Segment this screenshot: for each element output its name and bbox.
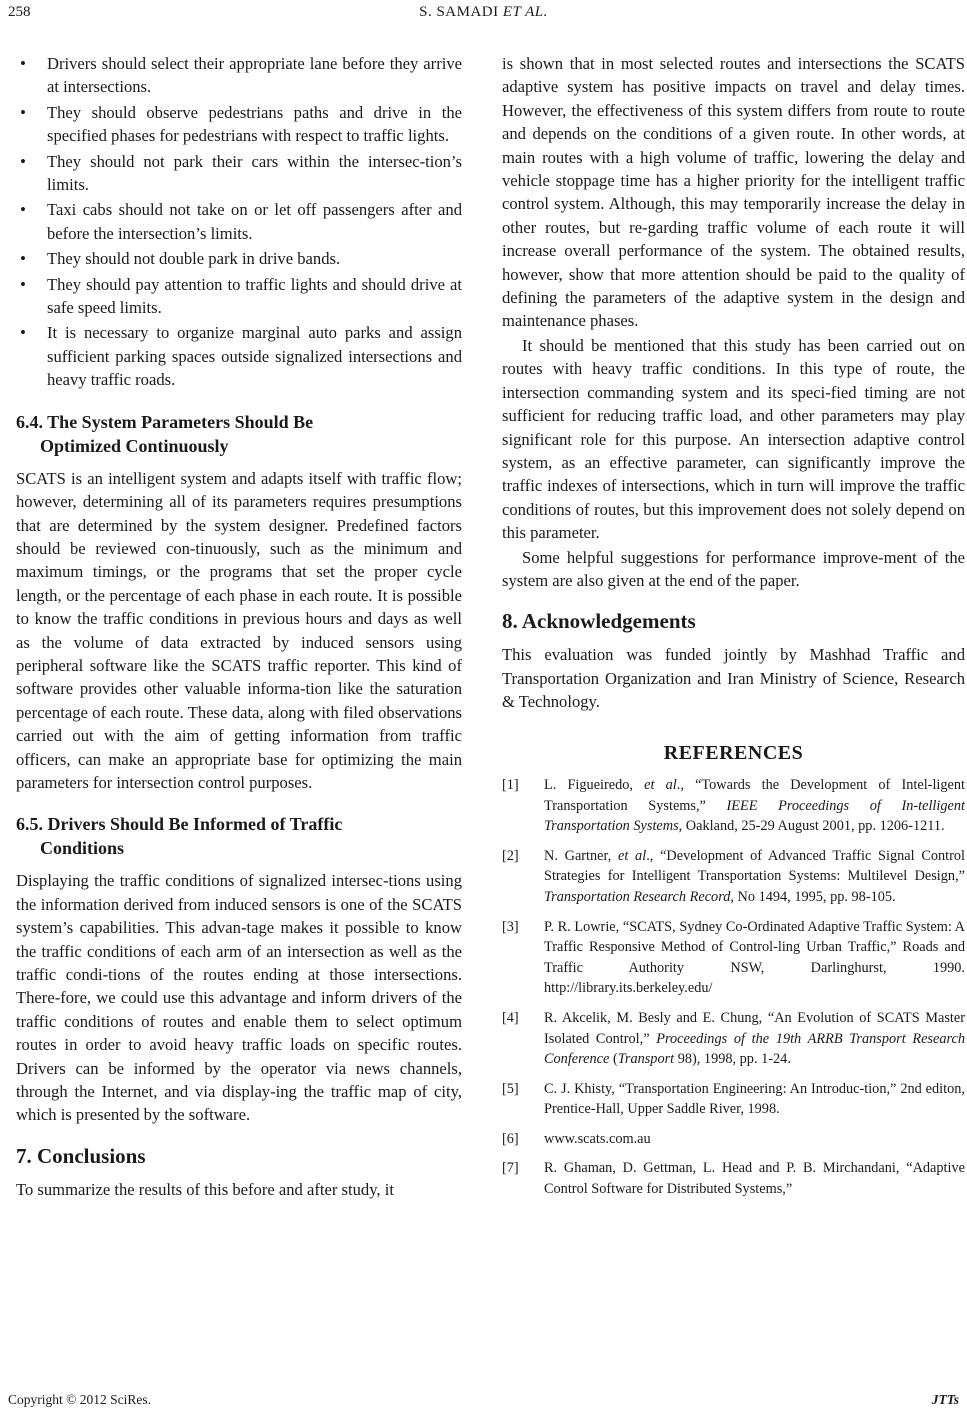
copyright-notice: Copyright © 2012 SciRes. [8, 1392, 152, 1407]
reference-item: [1] L. Figueiredo, et al., “Towards the Development of Intel-ligent Transportation Systems,” IEEE Proceedings of In-telligent Transportation Systems, Oakland, 25-29 August 2001, pp. 1206-1211. [502, 776, 966, 835]
bullet-item: • They should observe pedestrians paths and drive in the specified phases for pedestrians with respect to traffic lights. [16, 101, 462, 148]
reference-item: [6] www.scats.com.au [502, 1130, 651, 1147]
bullet-item: • Taxi cabs should not take on or let off passengers after and before the intersection’s limits. [16, 198, 462, 245]
reference-item: [3] P. R. Lowrie, “SCATS, Sydney Co-Ordinated Adaptive Traffic System: A Traffic Responsive Method of Control-ling Urban Traffic,” Roads and Traffic Authority NSW, Darlinghurst, 1990. http://library.its.berkeley.edu/ [502, 918, 965, 997]
running-head [0, 4, 967, 21]
reference-item: [4] R. Akcelik, M. Besly and E. Chung, “An Evolution of SCATS Master Isolated Control,” Proceedings of the 19th ARRB Transport Research Conference (Transport 98), 1998, pp. 1-24. [502, 1009, 966, 1068]
running-head-author: S. SAMADI [419, 4, 499, 20]
bullet-list [16, 52, 462, 392]
journal-abbrev: JTTs [931, 1392, 959, 1407]
section-heading-7: 7. Conclusions [16, 1143, 146, 1168]
conclusion-continued: is shown that in most selected routes and intersections the SCATS adaptive system has positive impacts on travel and delay times. However, the effectiveness of this system differs from route to route and depends on the conditions of a given route. In other words, at main routes with a high volume of traffic, lowering the delay and vehicle stoppage time has a higher priority for the intelligent traffic control system. Although, this may temporarily increase the delay in other routes, but re-garding traffic volume of each route it will increase overall performance of the system. The obtained results, however, show that more attention should be paid to the quality of defining the parameters of the adaptive system in the design and maintenance phases. [502, 54, 965, 331]
section-7-body-start: To summarize the results of this before and after study, it [16, 1179, 394, 1199]
bullet-item: • It is necessary to organize marginal auto parks and assign sufficient parking spaces outside signalized intersections and heavy traffic roads. [16, 321, 462, 391]
section-6-5-body: Displaying the traffic conditions of signalized intersec-tions using the information derived from induced sensors is one of the SCATS system’s capabilities. This advan-tage makes it possible to know the traffic conditions of each arm of an intersection as well as the traffic condi-tions of the routes ending at those intersections. There-fore, we could use this advantage and inform drivers of the traffic conditions of routes and enable them to select optimum routes in order to avoid heavy traffic loads on specific routes. Drivers can be informed by the operator via news channels, through the Internet, and via display-ing the traffic map of city, which is presented by the software. [16, 871, 462, 1125]
acknowledgements-body: This evaluation was funded jointly by Mashhad Traffic and Transportation Organization and Iran Ministry of Science, Research & Technology. [502, 645, 965, 712]
page-number: 258 [8, 4, 31, 20]
page-header [0, 0, 967, 36]
left-column [16, 52, 462, 1201]
page-footer [0, 1390, 967, 1412]
reference-item: [5] C. J. Khisty, “Transportation Engineering: An Introduc-tion,” 2nd editon, Prentice-Hall, Upper Saddle River, 1998. [502, 1080, 965, 1118]
section-heading-6-4: 6.4. The System Parameters Should Be Optimized Continuously [16, 411, 314, 456]
bullet-item: • Drivers should select their appropriate lane before they arrive at intersections. [16, 52, 462, 99]
section-heading-6-5: 6.5. Drivers Should Be Informed of Traffic Conditions [16, 814, 343, 859]
running-head-etal: ET AL. [502, 4, 548, 20]
bullet-item: • They should not double park in drive bands. [16, 247, 462, 270]
bullet-item: • They should not park their cars within the intersec-tion’s limits. [16, 150, 462, 197]
reference-item: [2] N. Gartner, et al., “Development of Advanced Traffic Signal Control Strategies for Intelligent Transportation Systems: Multilevel Design,” Transportation Research Record, No 1494, 1995, pp. 98-105. [502, 847, 966, 905]
right-column [502, 52, 965, 1209]
section-6-4-body: SCATS is an intelligent system and adapts itself with traffic flow; however, determining all of its parameters requires presumptions that are determined by the system designer. Predefined factors should be reviewed con-tinuously, such as the minimum and maximum timings, or the programs that set the proper cycle length, or the percentage of each phase in each route. It is possible to know the traffic conditions in previous hours and days as well as the volume of data extracted by induced sensors using peripheral software like the SCATS traffic reporter. This kind of software provides other valuable informa-tion like the saturation percentage of each route. These data, along with filed observations carried out with the aim of getting information from traffic officers, can make an appropriate base for optimizing the main parameters for intersection control purposes. [16, 468, 462, 792]
conclusion-para-2: It should be mentioned that this study has been carried out on routes with heavy traffic conditions. In this type of route, the intersection commanding system and its speci-fied timing are not sufficient for reducing traffic load, and other parameters may play significant role for this purpose. An intersection adaptive control system, as an effective parameter, can significantly improve the traffic indexes of intersections, which in turn will improve the traffic conditions of routes, but this improvement does not solely depend on this parameter. [502, 335, 965, 543]
conclusion-para-3: Some helpful suggestions for performance improve-ment of the system are also given at the end of the paper. [502, 547, 965, 590]
bullet-item: • They should pay attention to traffic lights and should drive at safe speed limits. [16, 273, 462, 320]
reference-list [502, 775, 965, 1200]
section-heading-8: 8. Acknowledgements [502, 609, 696, 634]
references-title: REFERENCES [663, 741, 804, 764]
reference-item: [7] R. Ghaman, D. Gettman, L. Head and P. B. Mirchandani, “Adaptive Control Software for Distributed Systems,” [502, 1160, 965, 1198]
